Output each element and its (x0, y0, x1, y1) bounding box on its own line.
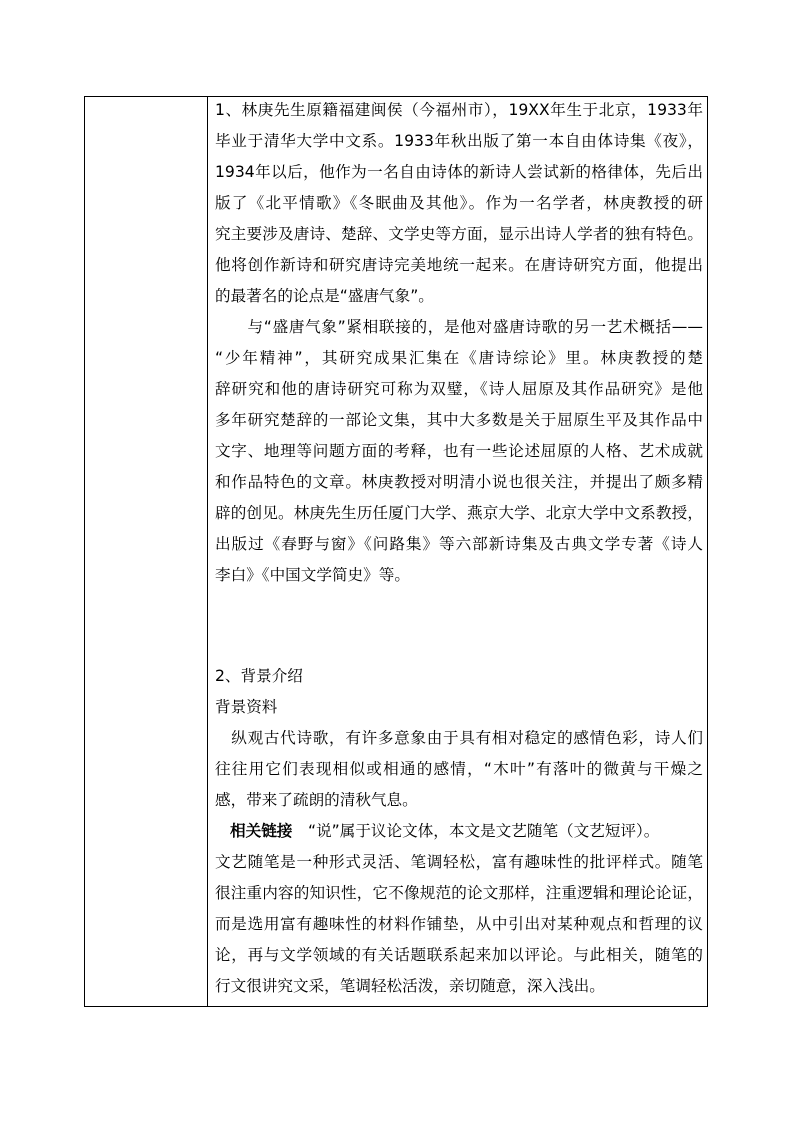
text-line: 出版过《春野与窗》《问路集》等六部新诗集及古典文学专著《诗人 (215, 535, 703, 553)
related-link-label: 相关链接 (230, 822, 293, 840)
text-line: 与“盛唐气象”紧相联接的，是他对盛唐诗歌的另一艺术概括—— (215, 318, 703, 336)
section-subheading: 背景资料 (215, 698, 278, 716)
related-link-intro: “说”属于议论文体，本文是文艺随笔（文艺短评）。 (292, 822, 660, 840)
related-link-line (215, 818, 703, 845)
text-line: 辞研究和他的唐诗研究可称为双璧，《诗人屈原及其作品研究》是他 (215, 380, 703, 398)
text-line: 李白》《中国文学简史》等。 (215, 566, 410, 584)
text-line: 和作品特色的文章。林庚教授对明清小说也很关注，并提出了颇多精 (215, 473, 703, 491)
content-cell (208, 97, 707, 1006)
section-heading: 2、背景介绍 (215, 667, 303, 685)
text-line: 毕业于清华大学中文系。1933年秋出版了第一本自由体诗集《夜》， (215, 132, 703, 150)
text-line: 他将创作新诗和研究唐诗完美地统一起来。在唐诗研究方面，他提出 (215, 256, 703, 274)
left-empty-cell (85, 97, 208, 1006)
text-line: 文字、地理等问题方面的考释，也有一些论述屈原的人格、艺术成就 (215, 442, 703, 460)
text-line: 辟的创见。林庚先生历任厦门大学、燕京大学、北京大学中文系教授， (215, 504, 703, 522)
text-line: 文艺随笔是一种形式灵活、笔调轻松，富有趣味性的批评样式。随笔 (215, 853, 703, 871)
text-line: 的最著名的论点是“盛唐气象”。 (215, 287, 434, 305)
text-line: 纵观古代诗歌，有许多意象由于具有相对稳定的感情色彩，诗人们 (215, 729, 703, 747)
text-line: 究主要涉及唐诗、楚辞、文学史等方面，显示出诗人学者的独有特色。 (215, 225, 703, 243)
text-line: 1、林庚先生原籍福建闽侯（今福州市），19XX年生于北京，1933年 (215, 101, 703, 119)
text-line: 版了《北平情歌》《冬眠曲及其他》。作为一名学者，林庚教授的研 (215, 194, 703, 212)
text-line: 往往用它们表现相似或相通的感情，“木叶”有落叶的微黄与干燥之 (215, 760, 703, 778)
text-line: 1934年以后，他作为一名自由诗体的新诗人尝试新的格律体，先后出 (215, 163, 703, 181)
text-line: 行文很讲究文采，笔调轻松活泼，亲切随意，深入浅出。 (215, 977, 605, 995)
text-line: 感，带来了疏朗的清秋气息。 (215, 791, 418, 809)
document-table (84, 96, 708, 1007)
text-line: “少年精神”，其研究成果汇集在《唐诗综论》里。林庚教授的楚 (215, 349, 703, 367)
text-line: 很注重内容的知识性，它不像规范的论文那样，注重逻辑和理论论证， (215, 884, 703, 902)
text-line: 论，再与文学领域的有关话题联系起来加以评论。与此相关，随笔的 (215, 946, 703, 964)
text-line: 而是选用富有趣味性的材料作铺垫，从中引出对某种观点和哲理的议 (215, 915, 703, 933)
text-line: 多年研究楚辞的一部论文集，其中大多数是关于屈原生平及其作品中 (215, 411, 703, 429)
